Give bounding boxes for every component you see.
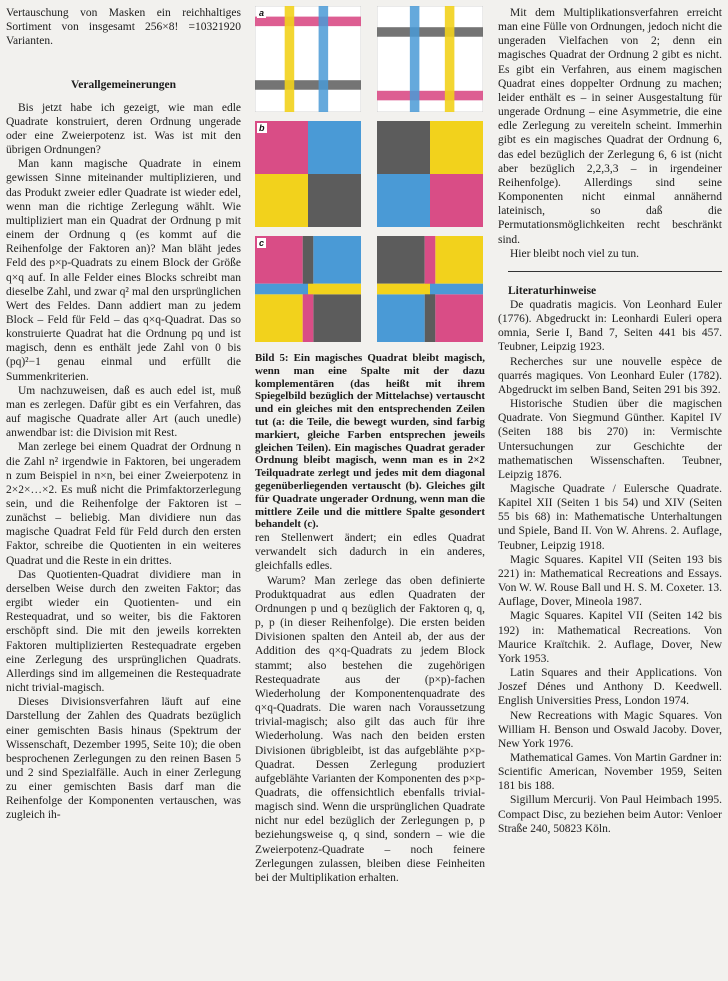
figure-label-c: c	[259, 238, 265, 248]
figure-label-a: a	[259, 8, 265, 18]
paragraph: Man kann magische Quadrate in einem gewissen Sinne miteinander multiplizieren, und das Produkt zweier edler Quadrate ist wieder edel, wenn man die richtige Zerlegung wählt. Wie multipliziert man ein Quadrat der Ordnung p mit einem der Ordnung q (es kommt auf die Reihenfolge der Faktoren an)? Man bläht jedes Feld des p×p-Quadrats zu einem Block der Größe q×q auf. In alle Felder eines Blocks schreibt man dieselbe Zahl, und zwar q² mal den ursprünglichen Wert des Feldes. Dann addiert man zu jedem Block – Feld für Feld – das q×q-Quadrat. Das so konstruierte Quadrat hat die Ordnung pq und ist magisch, denn es enthält jede Zahl von 0 bis (pq)²−1 genau einmal und erfüllt die Summenkriterien.	[6, 158, 241, 383]
column-right	[498, 6, 722, 836]
section-heading: Verallgemeinerungen	[71, 79, 176, 92]
reference-item: Latin Squares and their Applications. Von Joszef Dénes und Anthony D. Keedwell. English Universities Press, London 1974.	[498, 667, 722, 708]
paragraph: Das Quotienten-Quadrat dividiere man in derselben Weise durch den zweiten Faktor; das ergibt wieder ein Quotienten- und ein Restequadrat, und so weiter, bis die Faktoren erschöpft sind. Die mit den jeweils korrekten Faktoren multiplizierten Restequadrate ergeben eine Zerlegung des ursprünglichen Quadrats. Allerdings sind im allgemeinen die Restequadrate nicht trivial-magisch.	[6, 568, 241, 695]
section-divider	[508, 271, 722, 272]
figure-b-left-square	[255, 121, 361, 227]
paragraph: Um nachzuweisen, daß es auch edel ist, muß man es zerlegen. Dafür gibt es ein Verfahren, das auf magische Quadrate aller Art (auch unedle) anwendbar ist: die Division mit Rest.	[6, 384, 241, 440]
figure-c-left-square	[255, 236, 361, 342]
reference-item: De quadratis magicis. Von Leonhard Euler (1776). Abgedruckt in: Leonhardi Euleri opera omnia, Serie I, Band 7, Seiten 441 bis 457. Teubner, Leipzig 1923.	[498, 298, 722, 354]
reference-item: Historische Studien über die magischen Quadrate. Von Siegmund Günther. Kapitel IV (Seiten 188 bis 270) in: Vermischte Untersuchungen zur Geschichte der mathematischen Wissenschaften. Teubner, Leipzig 1876.	[498, 398, 722, 481]
paragraph: Bis jetzt habe ich gezeigt, wie man edle Quadrate konstruiert, deren Ordnung ungerade oder eine Zweierpotenz ist. Was ist mit den übrigen Ordnungen?	[6, 101, 241, 157]
paragraph: ren Stellenwert ändert; ein edles Quadrat verwandelt sich dadurch in ein anderes, gleichfalls edles.	[255, 532, 485, 573]
paragraph: Man zerlege bei einem Quadrat der Ordnung n die Zahl n² irgendwie in Faktoren, bei ungeradem n zum Beispiel in n×n, bei einer Zweierpotenz in 2×2×…×2. Es muß nicht die Primfaktorzerlegung sein, und die Reihenfolge der Faktoren ist – zunächst – beliebig. Man dividiere nun das magische Quadrat Feld für Feld durch den ersten Faktor, schreibe die Quotienten in ein weiteres Quadrat und die Reste in ein drittes.	[6, 441, 241, 567]
column-middle	[255, 6, 485, 885]
figure-c-right-square	[377, 236, 483, 342]
column-left	[6, 6, 241, 823]
reference-item: New Recreations with Magic Squares. Von William H. Benson und Oswald Jacoby. Dover, New York 1976.	[498, 709, 722, 750]
reference-item: Magic Squares. Kapitel VII (Seiten 142 bis 192) in: Mathematical Recreations. Von Maurice Kraïtchik. 2. Auflage, Dover, New York 1953.	[498, 610, 722, 665]
reference-item: Sigillum Mercurij. Von Paul Heimbach 1995. Compact Disc, zu beziehen beim Autor: Venloer Straße 240, 50823 Köln.	[498, 794, 722, 835]
reference-item: Mathematical Games. Von Martin Gardner in: Scientific American, November 1959, Seiten 181 bis 188.	[498, 751, 722, 793]
figure-a-left-square	[255, 6, 361, 112]
reference-item: Recherches sur une nouvelle espèce de quarrés magiques. Von Leonhard Euler (1782). Abgedruckt im selben Band, Seiten 291 bis 392.	[498, 355, 722, 396]
figure-label-b: b	[259, 123, 265, 133]
figure-b-right-square	[377, 121, 483, 227]
paragraph: Mit dem Multiplikationsverfahren erreicht man eine Fülle von Ordnungen, jedoch nicht die ungeraden Vielfachen von 2; denn ein magisches Quadrat der Ordnung 2 gibt es nicht. Es gibt ein Verfahren, aus einem magischen Quadrat eines doppelter Ordnung zu machen; leider enthält es – in seiner Ausgestaltung für ungerade Ordnung – eine Asymmetrie, die eine edle Zerlegung zu vereiteln scheint. Immerhin gibt es ein magisches Quadrat der Ordnung 6, das edel bezüglich der Zerlegung 6, 6 ist (nicht aber bezüglich 2,2,3,3 – in irgendeiner Reihenfolge). Allerdings sind seine Komponenten nicht einmal annähernd lateinisch, so daß die Permutationsmöglichkeiten recht beschränkt sind.	[498, 7, 722, 246]
figure-a-right-square	[377, 6, 483, 112]
paragraph: Vertauschung von Masken ein reichhaltiges Sortiment von insgesamt 256×8! =10321920 Varianten.	[6, 7, 241, 48]
paragraph: Hier bleibt noch viel zu tun.	[510, 247, 640, 260]
reference-item: Magic Squares. Kapitel VII (Seiten 193 bis 221) in: Mathematical Recreations and Essays. Von W. W. Rouse Ball und H. S. M. Coxeter. 13. Auflage, Dover, Mineola 1987.	[498, 553, 722, 609]
figure-5	[255, 6, 485, 346]
figure-caption: Bild 5: Ein magisches Quadrat bleibt magisch, wenn man eine Spalte mit der dazu komplementären (das heißt mit ihrem Spiegelbild bezüglich der Mittelachse) vertauscht und ein gleiches mit den entsprechenden Zeilen tut (a: die Teile, die bewegt wurden, sind farbig markiert, gleiche Farben entsprechen jeweils gleichen Teilen). Ein magisches Quadrat gerader Ordnung bleibt magisch, wenn man es in 2×2 Teilquadrate zerlegt und jedes mit dem diagonal gegenüberliegenden vertauscht (b). Gleiches gilt für Quadrate ungerader Ordnung, wenn man die mittlere Zeile und die mittlere Spalte gesondert behandelt (c).	[255, 352, 485, 531]
paragraph: Dieses Divisionsverfahren läuft auf eine Darstellung der Zahlen des Quadrats bezüglich einer gemischten Basis hinaus (Spektrum der Wissenschaft, Dezember 1995, Seite 10); die oben besprochenen Zerlegungen zu den reinen Basen 5 und 2 sind Spezialfälle. Auch in einer Zerlegung zu einer gemischten Basis darf man die Reihenfolge der Komponenten vertauschen, was zugleich ih-	[6, 696, 241, 822]
paragraph: Warum? Man zerlege das oben definierte Produktquadrat aus edlen Quadraten der Ordnungen p und q bezüglich der Faktoren q, q, p, p (in dieser Reihenfolge). Die ersten beiden Divisionen spalten den Anteil ab, der aus der Addition des q×q-Quadrats zu jedem Block stammt; also bestehen die zugehörigen Restequadrate aus der (p×p)-fachen Wiederholung der Komponentenquadrate des q×q-Quadrats. Die waren nach Voraussetzung trivial-magisch; also gilt das auch für ihre Wiederholung. Was nach den beiden ersten Divisionen übrigbleibt, ist das aufgeblähte p×p-Quadrat. Dessen Zerlegung produziert aufgeblähte Varianten der Komponenten des p×p-Quadrats, die offensichtlich ebenfalls trivial-magisch sind. Wenn die ursprünglichen Quadrate nicht nur edel bezüglich der Zerlegungen p, p beziehungsweise q, q sind, sondern – wie die Zweierpotenz-Quadrate – noch feinere Zerlegungen zulassen, bleiben diese Feinheiten bei der Multiplikation erhalten.	[255, 574, 485, 884]
reference-item: Magische Quadrate / Eulersche Quadrate. Kapitel XII (Seiten 1 bis 54) und XIV (Seiten 55 bis 68) in: Mathematische Unterhaltungen und Spiele, Band II. Von W. Ahrens. 2. Auflage, Teubner, Leipzig 1918.	[498, 483, 722, 552]
literature-heading: Literaturhinweise	[508, 284, 597, 297]
